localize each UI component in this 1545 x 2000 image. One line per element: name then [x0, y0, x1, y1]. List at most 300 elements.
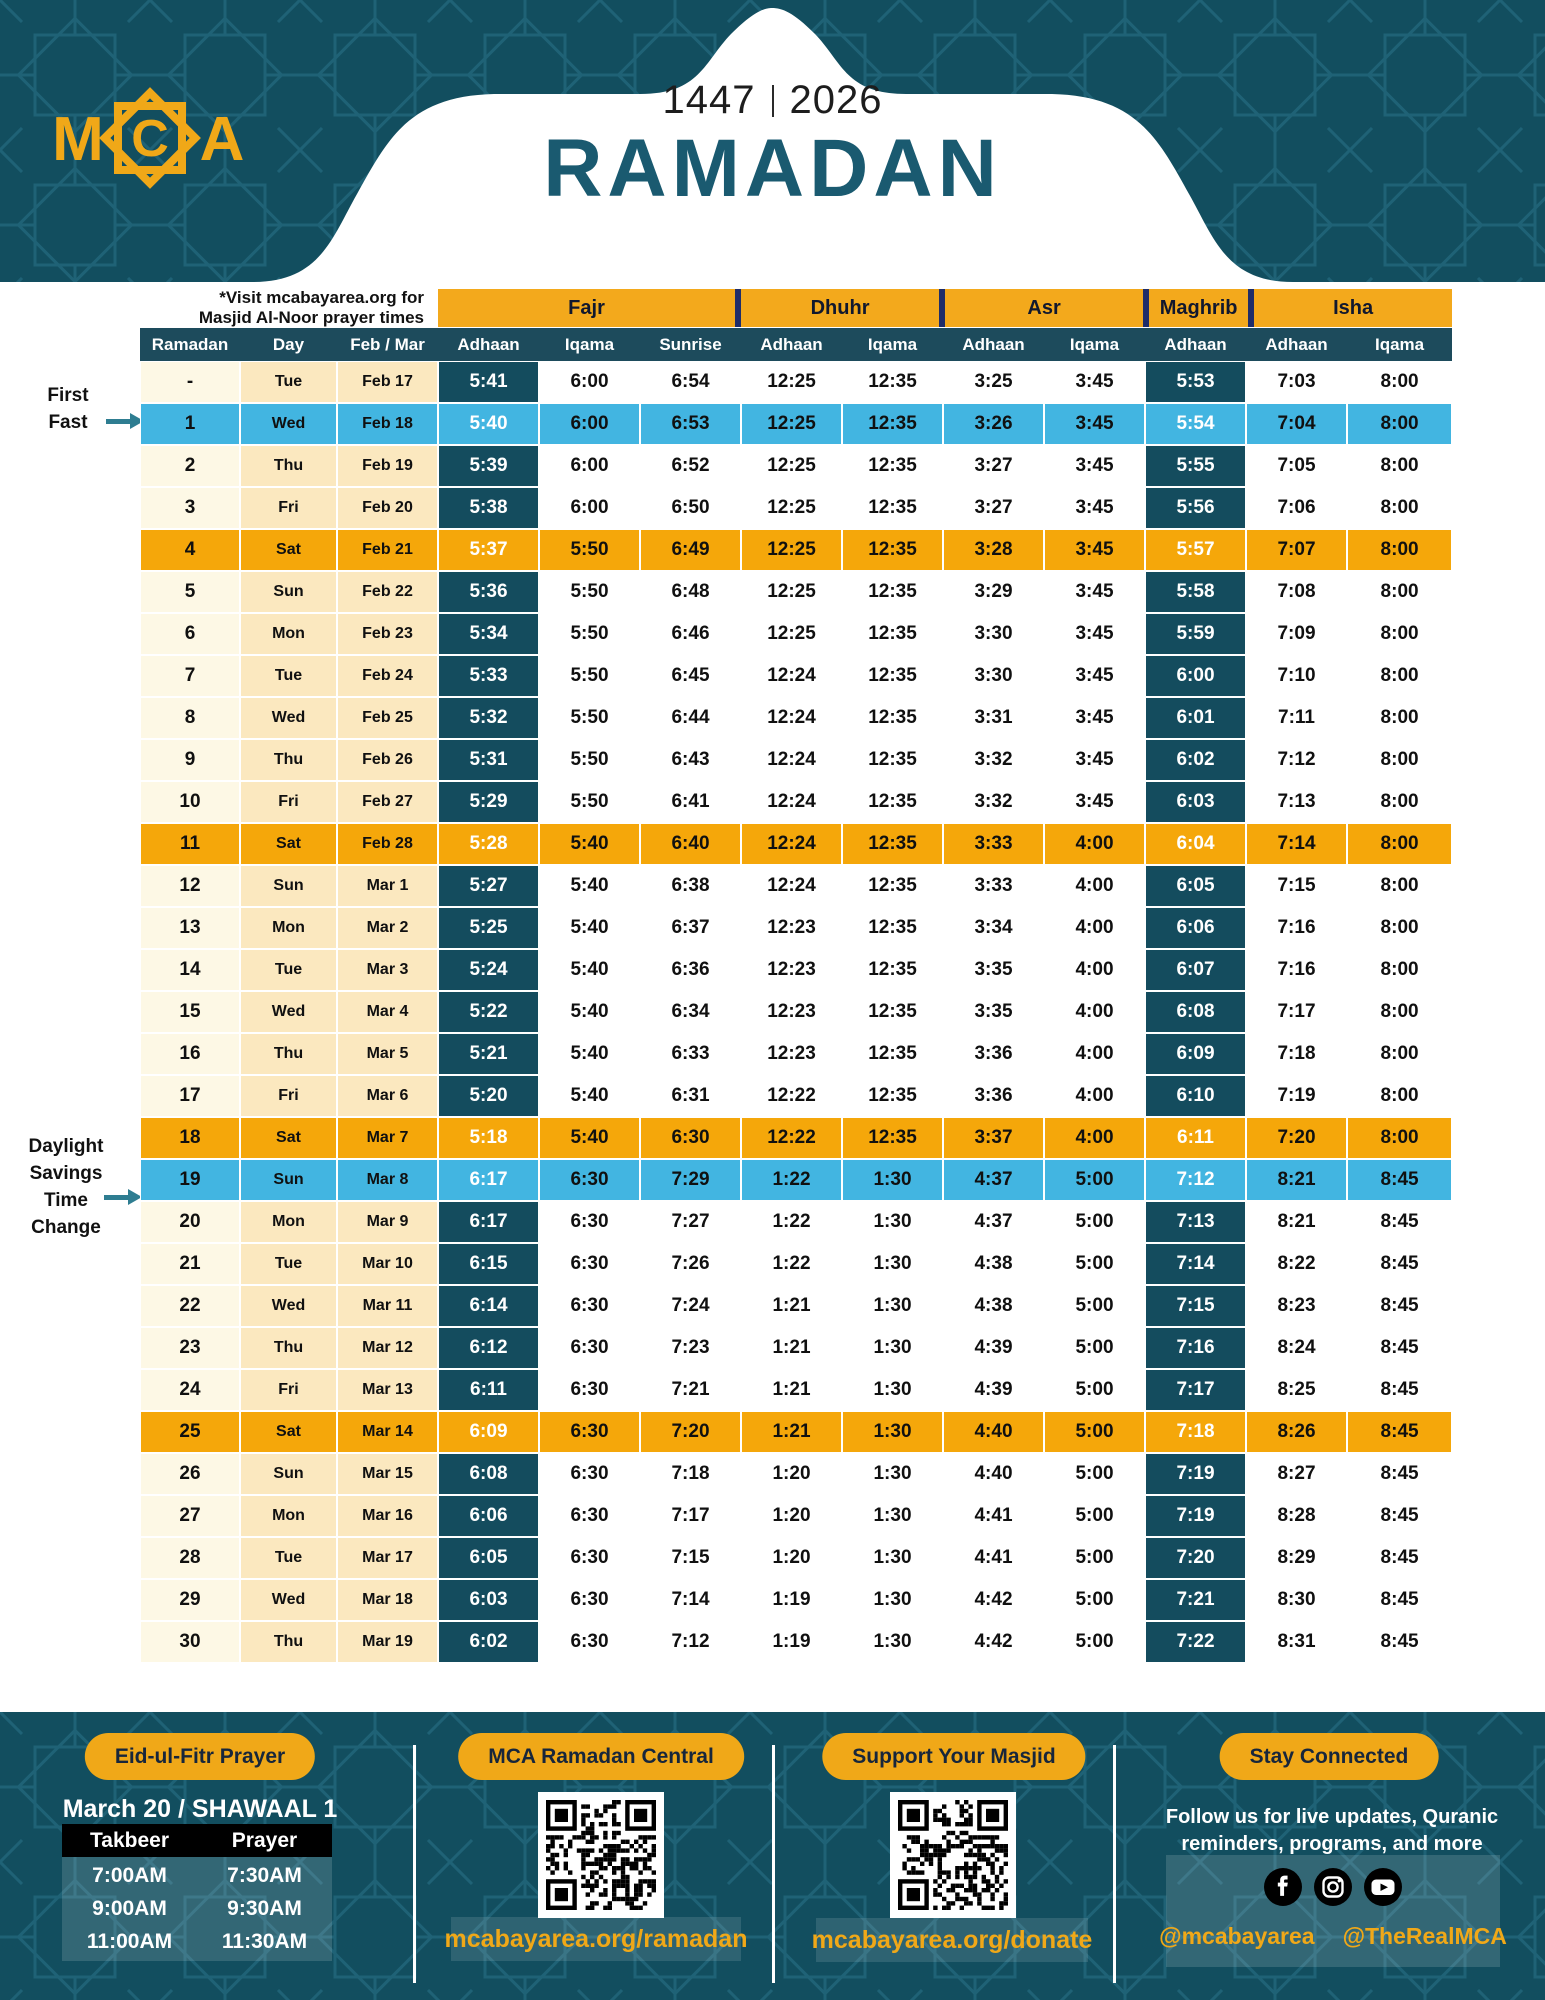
cell-fajr_adhaan: 6:03 — [438, 1579, 539, 1621]
cell-isha_adhaan: 7:04 — [1246, 403, 1347, 445]
cell-dhuhr_iqama: 1:30 — [842, 1243, 943, 1285]
cell-fajr_iqama: 6:30 — [539, 1243, 640, 1285]
cell-day: Thu — [240, 445, 337, 487]
cell-maghrib_adhaan: 5:56 — [1145, 487, 1246, 529]
cell-date: Mar 5 — [337, 1033, 438, 1075]
table-row — [140, 613, 1452, 655]
cell-asr_adhaan: 3:28 — [943, 529, 1044, 571]
cell-isha_adhaan: 8:22 — [1246, 1243, 1347, 1285]
eid-time: 11:30AM — [221, 1930, 308, 1953]
cell-isha_iqama: 8:45 — [1347, 1327, 1452, 1369]
cell-isha_iqama: 8:45 — [1347, 1369, 1452, 1411]
cell-maghrib_adhaan: 7:21 — [1145, 1579, 1246, 1621]
page-title: RAMADAN — [543, 123, 1002, 214]
cell-date: Feb 22 — [337, 571, 438, 613]
cell-isha_iqama: 8:00 — [1347, 529, 1452, 571]
cell-isha_iqama: 8:00 — [1347, 991, 1452, 1033]
eid-prayer-pill: Eid-ul-Fitr Prayer — [85, 1733, 315, 1780]
cell-sunrise: 7:14 — [640, 1579, 741, 1621]
cell-dhuhr_iqama: 1:30 — [842, 1159, 943, 1201]
cell-fajr_adhaan: 5:38 — [438, 487, 539, 529]
cell-asr_iqama: 3:45 — [1044, 361, 1145, 403]
cell-maghrib_adhaan: 5:54 — [1145, 403, 1246, 445]
eid-time-row — [62, 1860, 332, 1893]
cell-fajr_adhaan: 6:17 — [438, 1201, 539, 1243]
cell-isha_iqama: 8:45 — [1347, 1411, 1452, 1453]
column-header-7: Iqama — [842, 328, 943, 361]
cell-maghrib_adhaan: 6:03 — [1145, 781, 1246, 823]
cell-fajr_iqama: 5:50 — [539, 571, 640, 613]
table-row — [140, 487, 1452, 529]
cell-fajr_adhaan: 5:32 — [438, 697, 539, 739]
column-header-1: Day — [240, 328, 337, 361]
youtube-icon[interactable] — [1363, 1867, 1403, 1907]
cell-maghrib_adhaan: 7:15 — [1145, 1285, 1246, 1327]
cell-ramadan: 20 — [140, 1201, 240, 1243]
cell-isha_adhaan: 7:17 — [1246, 991, 1347, 1033]
cell-day: Mon — [240, 1201, 337, 1243]
cell-isha_adhaan: 8:24 — [1246, 1327, 1347, 1369]
cell-dhuhr_adhaan: 12:25 — [741, 403, 842, 445]
table-row — [140, 823, 1452, 865]
cell-isha_iqama: 8:00 — [1347, 1033, 1452, 1075]
cell-isha_adhaan: 7:06 — [1246, 487, 1347, 529]
cell-dhuhr_iqama: 12:35 — [842, 739, 943, 781]
cell-asr_iqama: 5:00 — [1044, 1621, 1145, 1663]
facebook-icon[interactable] — [1263, 1867, 1303, 1907]
cell-dhuhr_adhaan: 12:23 — [741, 949, 842, 991]
cell-maghrib_adhaan: 7:14 — [1145, 1243, 1246, 1285]
cell-dhuhr_adhaan: 1:21 — [741, 1285, 842, 1327]
cell-dhuhr_adhaan: 1:20 — [741, 1537, 842, 1579]
logo-letter-m: M — [52, 105, 104, 174]
cell-dhuhr_iqama: 1:30 — [842, 1453, 943, 1495]
cell-date: Mar 4 — [337, 991, 438, 1033]
cell-dhuhr_iqama: 12:35 — [842, 991, 943, 1033]
cell-asr_iqama: 3:45 — [1044, 781, 1145, 823]
cell-date: Mar 15 — [337, 1453, 438, 1495]
cell-dhuhr_iqama: 1:30 — [842, 1369, 943, 1411]
cell-day: Fri — [240, 1369, 337, 1411]
cell-maghrib_adhaan: 7:19 — [1145, 1495, 1246, 1537]
cell-fajr_adhaan: 6:09 — [438, 1411, 539, 1453]
cell-isha_adhaan: 7:13 — [1246, 781, 1347, 823]
cell-dhuhr_adhaan: 12:25 — [741, 571, 842, 613]
ramadan-central-url[interactable]: mcabayarea.org/ramadan — [451, 1917, 741, 1961]
cell-ramadan: 6 — [140, 613, 240, 655]
cell-fajr_adhaan: 5:21 — [438, 1033, 539, 1075]
table-row — [140, 949, 1452, 991]
cell-sunrise: 6:50 — [640, 487, 741, 529]
cell-date: Mar 10 — [337, 1243, 438, 1285]
cell-fajr_iqama: 6:00 — [539, 361, 640, 403]
column-header-5: Sunrise — [640, 328, 741, 361]
cell-dhuhr_adhaan: 12:25 — [741, 613, 842, 655]
cell-asr_adhaan: 3:26 — [943, 403, 1044, 445]
cell-day: Wed — [240, 991, 337, 1033]
cell-isha_iqama: 8:45 — [1347, 1537, 1452, 1579]
cell-dhuhr_adhaan: 12:24 — [741, 655, 842, 697]
masjid-note: *Visit mcabayarea.org for Masjid Al-Noor prayer times — [140, 288, 438, 328]
eid-time: 7:00AM — [92, 1864, 167, 1887]
cell-dhuhr_adhaan: 1:21 — [741, 1369, 842, 1411]
column-header-9: Iqama — [1044, 328, 1145, 361]
cell-isha_adhaan: 7:15 — [1246, 865, 1347, 907]
cell-sunrise: 6:54 — [640, 361, 741, 403]
donate-url[interactable]: mcabayarea.org/donate — [816, 1918, 1088, 1962]
cell-fajr_iqama: 6:30 — [539, 1537, 640, 1579]
cell-maghrib_adhaan: 6:00 — [1145, 655, 1246, 697]
cell-date: Feb 24 — [337, 655, 438, 697]
table-row — [140, 1537, 1452, 1579]
cell-sunrise: 6:31 — [640, 1075, 741, 1117]
cell-dhuhr_iqama: 12:35 — [842, 781, 943, 823]
table-row — [140, 1243, 1452, 1285]
cell-date: Mar 9 — [337, 1201, 438, 1243]
table-row — [140, 1117, 1452, 1159]
cell-fajr_iqama: 6:30 — [539, 1201, 640, 1243]
cell-fajr_iqama: 6:30 — [539, 1621, 640, 1663]
cell-fajr_adhaan: 5:31 — [438, 739, 539, 781]
table-row — [140, 1075, 1452, 1117]
cell-isha_iqama: 8:00 — [1347, 1117, 1452, 1159]
table-row — [140, 1411, 1452, 1453]
cell-asr_adhaan: 4:37 — [943, 1201, 1044, 1243]
cell-dhuhr_adhaan: 1:22 — [741, 1243, 842, 1285]
cell-fajr_iqama: 6:30 — [539, 1411, 640, 1453]
cell-asr_iqama: 5:00 — [1044, 1579, 1145, 1621]
cell-fajr_adhaan: 5:24 — [438, 949, 539, 991]
cell-asr_adhaan: 4:39 — [943, 1369, 1044, 1411]
table-row — [140, 1033, 1452, 1075]
table-row — [140, 1453, 1452, 1495]
cell-asr_iqama: 5:00 — [1044, 1327, 1145, 1369]
cell-ramadan: 2 — [140, 445, 240, 487]
cell-fajr_iqama: 6:30 — [539, 1159, 640, 1201]
cell-fajr_iqama: 5:50 — [539, 781, 640, 823]
cell-isha_adhaan: 8:26 — [1246, 1411, 1347, 1453]
cell-maghrib_adhaan: 7:17 — [1145, 1369, 1246, 1411]
cell-asr_adhaan: 4:38 — [943, 1243, 1044, 1285]
cell-maghrib_adhaan: 6:04 — [1145, 823, 1246, 865]
cell-day: Sat — [240, 529, 337, 571]
cell-asr_adhaan: 3:33 — [943, 865, 1044, 907]
cell-ramadan: 16 — [140, 1033, 240, 1075]
cell-isha_adhaan: 7:16 — [1246, 949, 1347, 991]
cell-fajr_adhaan: 5:34 — [438, 613, 539, 655]
cell-asr_iqama: 5:00 — [1044, 1243, 1145, 1285]
table-row — [140, 571, 1452, 613]
cell-fajr_adhaan: 6:12 — [438, 1327, 539, 1369]
cell-date: Mar 13 — [337, 1369, 438, 1411]
cell-dhuhr_iqama: 12:35 — [842, 613, 943, 655]
social-icons — [1166, 1867, 1500, 1907]
cell-day: Wed — [240, 697, 337, 739]
cell-fajr_iqama: 6:00 — [539, 445, 640, 487]
cell-isha_iqama: 8:00 — [1347, 361, 1452, 403]
column-header-6: Adhaan — [741, 328, 842, 361]
cell-fajr_iqama: 5:40 — [539, 1075, 640, 1117]
cell-dhuhr_adhaan: 12:24 — [741, 697, 842, 739]
cell-asr_iqama: 5:00 — [1044, 1537, 1145, 1579]
cell-dhuhr_adhaan: 12:24 — [741, 865, 842, 907]
cell-date: Mar 3 — [337, 949, 438, 991]
cell-asr_adhaan: 4:39 — [943, 1327, 1044, 1369]
column-header-11: Adhaan — [1246, 328, 1347, 361]
header-banner — [0, 0, 1545, 282]
cell-fajr_iqama: 6:00 — [539, 403, 640, 445]
cell-fajr_adhaan: 5:18 — [438, 1117, 539, 1159]
cell-isha_iqama: 8:45 — [1347, 1201, 1452, 1243]
handle-mcabayarea[interactable]: @mcabayarea — [1159, 1922, 1315, 1949]
cell-ramadan: 22 — [140, 1285, 240, 1327]
cell-isha_adhaan: 8:27 — [1246, 1453, 1347, 1495]
cell-fajr_iqama: 5:40 — [539, 865, 640, 907]
first-fast-annotation: First Fast — [47, 385, 89, 433]
cell-dhuhr_iqama: 1:30 — [842, 1411, 943, 1453]
cell-sunrise: 7:29 — [640, 1159, 741, 1201]
cell-dhuhr_adhaan: 12:24 — [741, 781, 842, 823]
cell-sunrise: 7:23 — [640, 1327, 741, 1369]
cell-sunrise: 6:46 — [640, 613, 741, 655]
cell-ramadan: 28 — [140, 1537, 240, 1579]
cell-asr_iqama: 5:00 — [1044, 1201, 1145, 1243]
cell-isha_adhaan: 8:29 — [1246, 1537, 1347, 1579]
cell-fajr_iqama: 5:40 — [539, 823, 640, 865]
table-row — [140, 1201, 1452, 1243]
cell-dhuhr_iqama: 12:35 — [842, 949, 943, 991]
cell-date: Feb 21 — [337, 529, 438, 571]
cell-ramadan: 4 — [140, 529, 240, 571]
cell-asr_adhaan: 3:37 — [943, 1117, 1044, 1159]
cell-isha_adhaan: 8:21 — [1246, 1201, 1347, 1243]
eid-time: 7:30AM — [227, 1864, 302, 1887]
cell-asr_adhaan: 4:37 — [943, 1159, 1044, 1201]
cell-ramadan: 24 — [140, 1369, 240, 1411]
donate-qr-code[interactable] — [890, 1792, 1016, 1923]
table-row — [140, 1369, 1452, 1411]
cell-isha_adhaan: 7:07 — [1246, 529, 1347, 571]
cell-day: Mon — [240, 1495, 337, 1537]
cell-day: Wed — [240, 403, 337, 445]
cell-maghrib_adhaan: 7:20 — [1145, 1537, 1246, 1579]
cell-day: Mon — [240, 907, 337, 949]
cell-dhuhr_iqama: 12:35 — [842, 403, 943, 445]
cell-fajr_adhaan: 5:27 — [438, 865, 539, 907]
column-header-2: Feb / Mar — [337, 328, 438, 361]
column-header-0: Ramadan — [140, 328, 240, 361]
cell-fajr_adhaan: 6:05 — [438, 1537, 539, 1579]
cell-dhuhr_adhaan: 12:25 — [741, 445, 842, 487]
cell-isha_adhaan: 7:08 — [1246, 571, 1347, 613]
cell-isha_adhaan: 8:30 — [1246, 1579, 1347, 1621]
table-row — [140, 991, 1452, 1033]
cell-sunrise: 7:26 — [640, 1243, 741, 1285]
cell-day: Tue — [240, 949, 337, 991]
cell-fajr_iqama: 5:50 — [539, 529, 640, 571]
cell-asr_adhaan: 3:35 — [943, 949, 1044, 991]
cell-dhuhr_iqama: 1:30 — [842, 1621, 943, 1663]
column-header-12: Iqama — [1347, 328, 1452, 361]
cell-ramadan: 8 — [140, 697, 240, 739]
cell-isha_iqama: 8:45 — [1347, 1495, 1452, 1537]
cell-ramadan: 17 — [140, 1075, 240, 1117]
prayer-group-band — [438, 289, 1452, 327]
cell-dhuhr_iqama: 12:35 — [842, 865, 943, 907]
cell-isha_adhaan: 7:03 — [1246, 361, 1347, 403]
cell-fajr_iqama: 6:30 — [539, 1579, 640, 1621]
footer — [0, 1712, 1545, 2000]
eid-date: March 20 / SHAWAAL 1 — [62, 1795, 338, 1823]
footer-divider — [413, 1745, 416, 1983]
cell-dhuhr_adhaan: 1:19 — [741, 1579, 842, 1621]
cell-sunrise: 6:44 — [640, 697, 741, 739]
prayer-times-table — [140, 288, 1452, 1663]
cell-sunrise: 6:52 — [640, 445, 741, 487]
cell-asr_iqama: 3:45 — [1044, 697, 1145, 739]
support-masjid-pill: Support Your Masjid — [822, 1733, 1085, 1780]
cell-dhuhr_iqama: 12:35 — [842, 487, 943, 529]
cell-isha_iqama: 8:00 — [1347, 613, 1452, 655]
cell-dhuhr_iqama: 12:35 — [842, 571, 943, 613]
cell-asr_iqama: 5:00 — [1044, 1495, 1145, 1537]
table-row — [140, 1285, 1452, 1327]
stay-connected-pill: Stay Connected — [1220, 1733, 1439, 1780]
table-row — [140, 529, 1452, 571]
cell-sunrise: 7:18 — [640, 1453, 741, 1495]
cell-date: Feb 25 — [337, 697, 438, 739]
cell-ramadan: 25 — [140, 1411, 240, 1453]
cell-fajr_adhaan: 5:37 — [438, 529, 539, 571]
cell-date: Mar 2 — [337, 907, 438, 949]
instagram-icon[interactable] — [1313, 1867, 1353, 1907]
cell-isha_iqama: 8:45 — [1347, 1453, 1452, 1495]
cell-sunrise: 7:20 — [640, 1411, 741, 1453]
cell-asr_iqama: 3:45 — [1044, 529, 1145, 571]
cell-dhuhr_iqama: 12:35 — [842, 529, 943, 571]
cell-isha_iqama: 8:00 — [1347, 571, 1452, 613]
cell-fajr_iqama: 6:30 — [539, 1327, 640, 1369]
cell-date: Feb 26 — [337, 739, 438, 781]
cell-ramadan: 26 — [140, 1453, 240, 1495]
cell-asr_adhaan: 3:30 — [943, 613, 1044, 655]
cell-sunrise: 6:43 — [640, 739, 741, 781]
cell-fajr_adhaan: 5:33 — [438, 655, 539, 697]
follow-text: Follow us for live updates, Quranic reminders, programs, and more — [1165, 1806, 1499, 1855]
cell-sunrise: 6:53 — [640, 403, 741, 445]
cell-isha_iqama: 8:00 — [1347, 949, 1452, 991]
cell-isha_adhaan: 7:18 — [1246, 1033, 1347, 1075]
cell-fajr_adhaan: 6:06 — [438, 1495, 539, 1537]
cell-isha_iqama: 8:00 — [1347, 823, 1452, 865]
table-row — [140, 865, 1452, 907]
cell-fajr_iqama: 5:40 — [539, 991, 640, 1033]
cell-day: Sat — [240, 1411, 337, 1453]
cell-dhuhr_adhaan: 1:20 — [741, 1453, 842, 1495]
cell-fajr_adhaan: 5:22 — [438, 991, 539, 1033]
cell-date: Feb 20 — [337, 487, 438, 529]
cell-date: Mar 7 — [337, 1117, 438, 1159]
cell-sunrise: 7:12 — [640, 1621, 741, 1663]
cell-isha_iqama: 8:45 — [1347, 1621, 1452, 1663]
cell-isha_iqama: 8:45 — [1347, 1243, 1452, 1285]
column-header-row — [140, 328, 1452, 361]
cell-asr_adhaan: 3:36 — [943, 1075, 1044, 1117]
cell-dhuhr_adhaan: 12:25 — [741, 361, 842, 403]
cell-asr_iqama: 3:45 — [1044, 445, 1145, 487]
cell-sunrise: 7:15 — [640, 1537, 741, 1579]
cell-day: Fri — [240, 781, 337, 823]
cell-dhuhr_iqama: 12:35 — [842, 1033, 943, 1075]
cell-asr_iqama: 4:00 — [1044, 1075, 1145, 1117]
cell-fajr_iqama: 5:40 — [539, 907, 640, 949]
cell-sunrise: 6:41 — [640, 781, 741, 823]
cell-fajr_adhaan: 6:17 — [438, 1159, 539, 1201]
cell-isha_iqama: 8:00 — [1347, 1075, 1452, 1117]
ramadan-central-qr-code[interactable] — [538, 1792, 664, 1923]
cell-fajr_adhaan: 5:20 — [438, 1075, 539, 1117]
eid-time-row — [62, 1893, 332, 1926]
cell-fajr_iqama: 5:40 — [539, 949, 640, 991]
cell-day: Thu — [240, 1033, 337, 1075]
cell-asr_adhaan: 3:32 — [943, 781, 1044, 823]
table-row — [140, 1621, 1452, 1663]
cell-date: Mar 17 — [337, 1537, 438, 1579]
cell-isha_adhaan: 8:21 — [1246, 1159, 1347, 1201]
cell-fajr_iqama: 5:50 — [539, 655, 640, 697]
social-handles — [1159, 1921, 1507, 1951]
cell-isha_iqama: 8:45 — [1347, 1159, 1452, 1201]
cell-asr_adhaan: 3:36 — [943, 1033, 1044, 1075]
handle-therealmca[interactable]: @TheRealMCA — [1342, 1922, 1507, 1949]
cell-asr_iqama: 5:00 — [1044, 1159, 1145, 1201]
group-header-asr: Asr — [1027, 296, 1061, 319]
cell-fajr_adhaan: 5:29 — [438, 781, 539, 823]
cell-sunrise: 6:36 — [640, 949, 741, 991]
cell-asr_adhaan: 4:42 — [943, 1621, 1044, 1663]
cell-maghrib_adhaan: 7:18 — [1145, 1411, 1246, 1453]
cell-day: Tue — [240, 1537, 337, 1579]
column-header-8: Adhaan — [943, 328, 1044, 361]
cell-day: Fri — [240, 487, 337, 529]
cell-isha_adhaan: 7:20 — [1246, 1117, 1347, 1159]
cell-day: Tue — [240, 361, 337, 403]
cell-maghrib_adhaan: 6:11 — [1145, 1117, 1246, 1159]
cell-asr_iqama: 5:00 — [1044, 1411, 1145, 1453]
cell-asr_iqama: 3:45 — [1044, 487, 1145, 529]
cell-fajr_iqama: 5:50 — [539, 697, 640, 739]
cell-ramadan: 23 — [140, 1327, 240, 1369]
cell-asr_adhaan: 4:40 — [943, 1453, 1044, 1495]
cell-date: Feb 17 — [337, 361, 438, 403]
cell-fajr_adhaan: 5:28 — [438, 823, 539, 865]
cell-isha_adhaan: 7:11 — [1246, 697, 1347, 739]
cell-date: Feb 23 — [337, 613, 438, 655]
cell-asr_adhaan: 4:41 — [943, 1495, 1044, 1537]
cell-maghrib_adhaan: 6:05 — [1145, 865, 1246, 907]
cell-day: Thu — [240, 1621, 337, 1663]
cell-ramadan: 7 — [140, 655, 240, 697]
cell-sunrise: 6:33 — [640, 1033, 741, 1075]
cell-sunrise: 6:49 — [640, 529, 741, 571]
cell-fajr_adhaan: 6:02 — [438, 1621, 539, 1663]
cell-dhuhr_adhaan: 12:24 — [741, 823, 842, 865]
cell-day: Sat — [240, 1117, 337, 1159]
cell-asr_iqama: 4:00 — [1044, 823, 1145, 865]
cell-maghrib_adhaan: 6:10 — [1145, 1075, 1246, 1117]
cell-dhuhr_adhaan: 12:24 — [741, 739, 842, 781]
logo-letter-c: C — [131, 110, 169, 168]
